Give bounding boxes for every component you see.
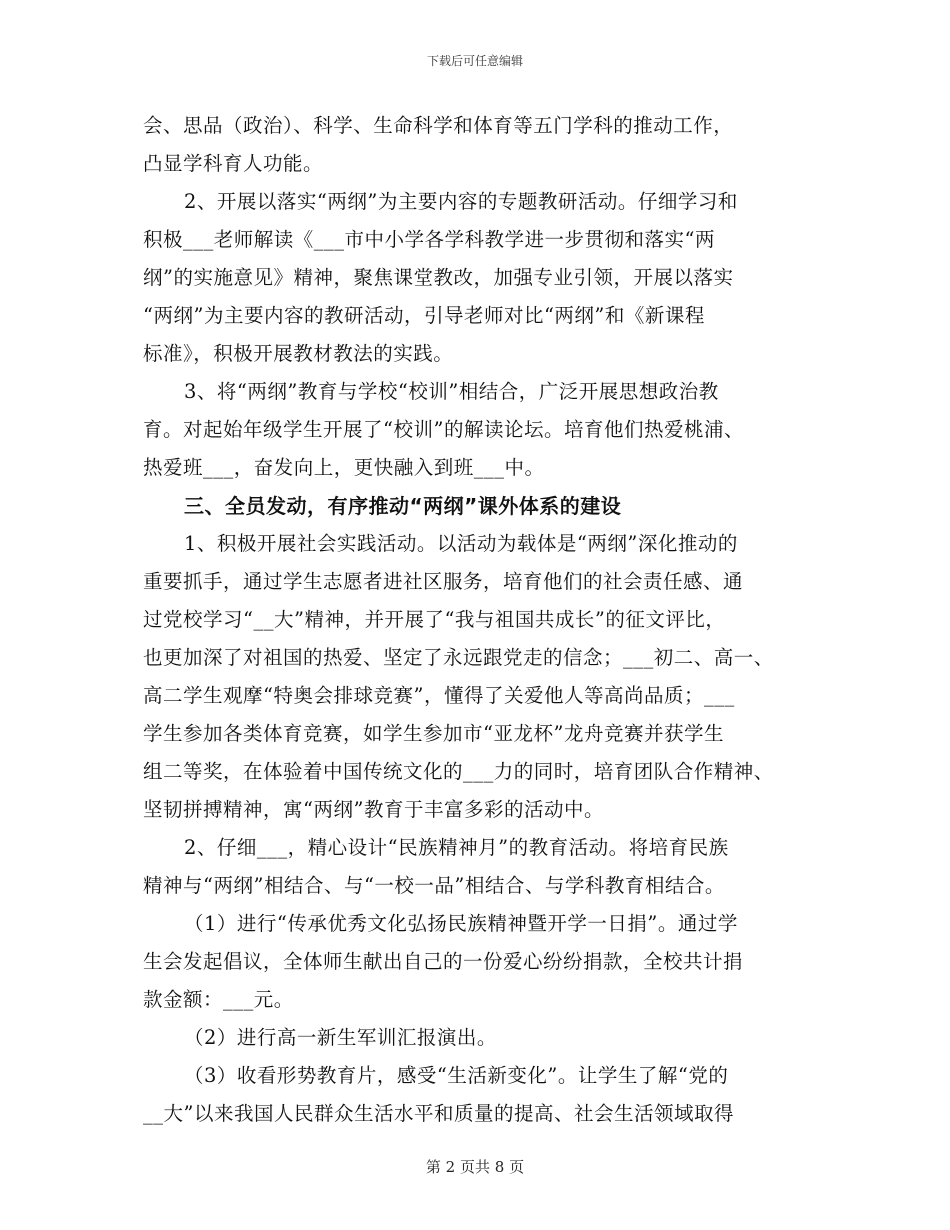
text-line: 款金额：___元。	[143, 988, 294, 1011]
text-line: （3）收看形势教育片，感受“生活新变化”。让学生了解“党的	[184, 1064, 729, 1087]
text-line: 精神与“两纲”相结合、与“一校一品”相结合、与学科教育相结合。	[143, 874, 725, 897]
text-line: __大”以来我国人民群众生活水平和质量的提高、社会生活领域取得	[143, 1102, 734, 1125]
text-line: 组二等奖，在体验着中国传统文化的___力的同时，培育团队合作精神、	[143, 760, 774, 783]
text-line: 2、开展以落实“两纲”为主要内容的专题教研活动。仔细学习和	[184, 190, 738, 213]
page-header: 下载后可任意编辑	[426, 54, 523, 68]
text-line: 纲”的实施意见》精神，聚焦课堂教改，加强专业引领，开展以落实	[143, 266, 734, 289]
text-line: 过党校学习“__大”精神，并开展了“我与祖国共成长”的征文评比，	[143, 608, 726, 631]
page-footer: 第 2 页共 8 页	[425, 1158, 525, 1176]
text-line: 3、将“两纲”教育与学校“校训”相结合，广泛开展思想政治教	[184, 380, 719, 403]
text-line: 重要抓手，通过学生志愿者进社区服务，培育他们的社会责任感、通	[143, 570, 744, 593]
text-line: 积极___老师解读《___市中小学各学科教学进一步贯彻和落实“两	[143, 228, 715, 251]
text-line: 热爱班___，奋发向上，更快融入到班___中。	[143, 456, 545, 479]
text-line: （2）进行高一新生军训汇报演出。	[184, 1026, 497, 1049]
text-line: 凸显学科育人功能。	[143, 152, 324, 175]
text-line: 1、积极开展社会实践活动。以活动为载体是“两纲”深化推动的	[184, 532, 738, 555]
text-line: 高二学生观摩“特奥会排球竞赛”，懂得了关爱他人等高尚品质；___	[143, 684, 735, 707]
text-line: 坚韧拼搏精神，寓“两纲”教育于丰富多彩的活动中。	[143, 798, 604, 821]
text-line: 生会发起倡议，全体师生献出自己的一份爱心纷纷捐款，全校共计捐	[143, 950, 744, 973]
text-line: 育。对起始年级学生开展了“校训”的解读论坛。培育他们热爱桃浦、	[143, 418, 744, 441]
text-line: （1）进行“传承优秀文化弘扬民族精神暨开学一日捐”。通过学	[184, 912, 738, 935]
section-heading: 三、全员发动，有序推动“两纲”课外体系的建设	[184, 494, 622, 518]
text-line: 标准》，积极开展教材教法的实践。	[143, 342, 454, 365]
text-line: 也更加深了对祖国的热爱、坚定了永远跟党走的信念；___初二、高一、	[143, 646, 774, 669]
text-line: 会、思品（政治）、科学、生命科学和体育等五门学科的推动工作，	[143, 114, 734, 137]
text-line: “两纲”为主要内容的教研活动，引导老师对比“两纲”和《新课程	[143, 304, 705, 327]
text-line: 学生参加各类体育竞赛，如学生参加市“亚龙杯”龙舟竞赛并获学生	[143, 722, 724, 745]
text-line: 2、仔细___，精心设计“民族精神月”的教育活动。将培育民族	[184, 836, 729, 859]
